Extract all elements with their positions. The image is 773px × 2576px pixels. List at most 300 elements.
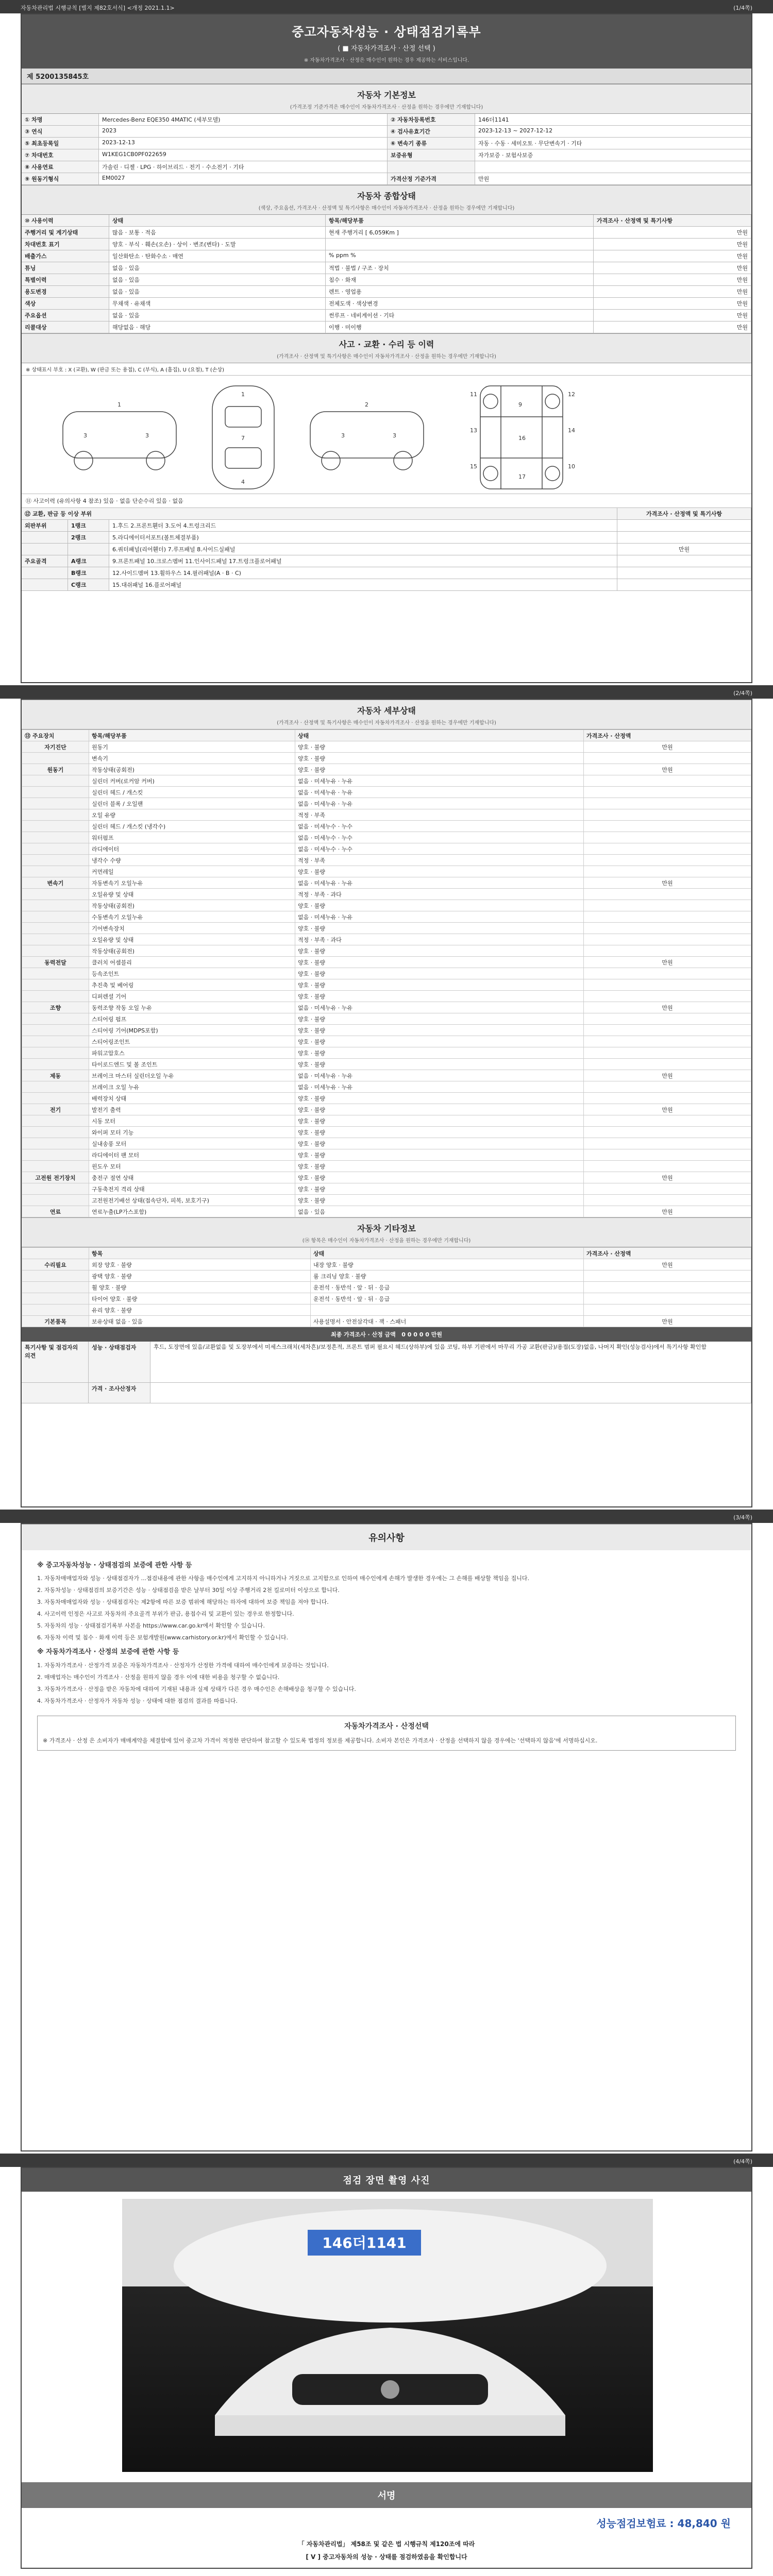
accident-legend: ※ 상태표시 부호 : X (교환), W (판금 또는 용접), C (부식), A (흠집), U (요철), T (손상)	[22, 363, 751, 376]
basic-info-table	[22, 114, 751, 185]
detail-group: 연료	[22, 1206, 89, 1217]
etc-item-2: 운전석 · 동반석 · 앞 · 뒤 · 응급	[311, 1293, 584, 1304]
notice-paragraph: 4. 사고이력 인정은 사고로 자동차의 주요골격 부위가 판금, 용접수리 및 교환이 있는 경우로 한정합니다.	[37, 1611, 294, 1618]
basic-value: EM0027	[99, 173, 388, 184]
license-plate-text: 146더1141	[322, 2234, 407, 2251]
rank-group: 외판부위	[22, 520, 68, 531]
detail-price	[584, 866, 751, 877]
car-diagram-area	[22, 376, 751, 494]
detail-group	[22, 911, 89, 923]
detail-item: 실린더 블록 / 오일팬	[89, 798, 295, 809]
detail-price	[584, 1047, 751, 1059]
signature-area	[22, 2482, 751, 2563]
detail-state: 없음 · 미세누유 · 누유	[295, 911, 584, 923]
detail-group: 제동	[22, 1070, 89, 1081]
summary-state: 해당없음 · 해당	[109, 321, 326, 333]
basic-key: ⑤ 최초등록일	[22, 138, 99, 149]
rank-parts: 1.후드 2.프론트휀더 3.도어 4.트렁크리드	[109, 520, 617, 531]
detail-state: 양호 · 불량	[295, 968, 584, 979]
etc-group: 기본품목	[22, 1316, 89, 1327]
detail-item: 타이로드엔드 및 볼 조인트	[89, 1059, 295, 1070]
detail-price	[584, 855, 751, 866]
detail-row	[22, 753, 751, 764]
detail-row	[22, 900, 751, 911]
notice-paragraph: 1. 자동차매매업자와 성능 · 상태점검자가 ...점검내용에 관한 사항을 매수인에게 고지하지 아니하거나 거짓으로 고지함으로 인하여 매수인에게 손해가 발생한 경우에는 그 손해를 배상할 책임을 집니다.	[37, 1575, 529, 1582]
detail-row	[22, 934, 751, 945]
final-price-label: 최종 가격조사 · 산정 금액	[331, 1331, 396, 1338]
detail-group	[22, 1138, 89, 1149]
rank-parts: 6.쿼터패널(리어휀더) 7.루프패널 8.사이드실패널	[109, 544, 617, 555]
detail-state: 없음 · 미세누수 · 누수	[295, 821, 584, 832]
basic-key: ⑦ 차대번호	[22, 149, 99, 161]
detail-price	[584, 945, 751, 957]
detail-group	[22, 809, 89, 821]
detail-row	[22, 764, 751, 775]
detail-price	[584, 1195, 751, 1206]
basic-key: ⑧ 사용연료	[22, 161, 99, 173]
detail-state: 적정 · 부족	[295, 809, 584, 821]
inspection-photo	[122, 2199, 653, 2472]
etc-group	[22, 1270, 89, 1282]
detail-row	[22, 877, 751, 889]
detail-row	[22, 1138, 751, 1149]
etc-row	[22, 1304, 751, 1316]
detail-group	[22, 753, 89, 764]
detail-row	[22, 798, 751, 809]
rank-price	[617, 567, 751, 579]
detail-item: 윈도우 모터	[89, 1161, 295, 1172]
detail-item: 시동 모터	[89, 1115, 295, 1127]
basic-key: ⑥ 변속기 종류	[388, 138, 475, 149]
rank-price	[617, 555, 751, 567]
detail-group	[22, 1127, 89, 1138]
car-side-left-icon	[63, 412, 176, 458]
detail-state: 양호 · 불량	[295, 1047, 584, 1059]
summary-item: 리콜대상	[22, 321, 109, 333]
svg-text:1: 1	[117, 401, 121, 408]
notice-paragraph: 2. 매매업자는 매수인이 가격조사 · 산정을 원하지 않을 경우 이에 대한 비용을 청구할 수 없습니다.	[37, 1673, 280, 1681]
detail-state: 없음 · 미세누유 · 누유	[295, 1070, 584, 1081]
basic-key: ③ 연식	[22, 126, 99, 137]
detail-group	[22, 775, 89, 787]
document-subtitle: ( ■ 자동차가격조사 · 산정 선택 )	[338, 45, 435, 53]
detail-state: 양호 · 불량	[295, 923, 584, 934]
etc-item: 외장 양호 · 불량	[89, 1259, 311, 1270]
summary-state: 없음 · 있음	[109, 310, 326, 321]
detail-state: 없음 · 미세누유 · 누유	[295, 798, 584, 809]
detail-row	[22, 889, 751, 900]
detail-price	[584, 753, 751, 764]
summary-state: 양호 · 부식 · 훼손(오손) · 상이 · 변조(변타) · 도말	[109, 239, 326, 250]
summary-row	[22, 250, 751, 262]
notice-body	[22, 1550, 751, 1756]
detail-group	[22, 1036, 89, 1047]
basic-info-row	[22, 161, 751, 173]
summary-price: 만원	[594, 298, 751, 309]
price-option-title: 자동차가격조사 · 산정선택	[344, 1722, 429, 1731]
inspection-sheet-page-2	[21, 699, 752, 1507]
svg-text:9: 9	[518, 401, 522, 408]
section-note-summary: (색상, 주요옵션, 가격조사 · 산정액 및 특기사항은 매수인이 자동차가격조사 · 산정을 원하는 경우에만 기재합니다)	[22, 204, 751, 215]
legal-footer-1: 「 자동차관리법」 제58조 및 같은 법 시행규칙 제120조에 따라	[298, 2540, 475, 2548]
detail-state: 양호 · 불량	[295, 753, 584, 764]
detail-row	[22, 1104, 751, 1115]
detail-state: 적정 · 부족	[295, 855, 584, 866]
svg-text:2: 2	[365, 401, 368, 408]
detail-item: 발전기 출력	[89, 1104, 295, 1115]
detail-item: 실린더 커버(로커암 커버)	[89, 775, 295, 787]
basic-value: 2023-12-13 ~ 2027-12-12	[475, 126, 751, 137]
detail-item: 오일유량 및 상태	[89, 889, 295, 900]
detail-item: 기어변속장치	[89, 923, 295, 934]
detail-group	[22, 798, 89, 809]
detail-price	[584, 1013, 751, 1025]
detail-row	[22, 979, 751, 991]
notice-paragraph: 4. 자동차가격조사 · 산정자가 자동차 성능 · 상태에 대한 점검의 결과를 따릅니다.	[37, 1697, 238, 1704]
detail-item: 스티어링 펌프	[89, 1013, 295, 1025]
detail-row	[22, 1070, 751, 1081]
car-side-right-icon	[310, 412, 424, 458]
rank-row	[22, 532, 751, 544]
detail-group	[22, 1149, 89, 1161]
summary-price: 만원	[594, 250, 751, 262]
basic-value: W1KEG1CB0PF022659	[99, 149, 388, 161]
page-number-2: (2/4쪽)	[733, 690, 752, 697]
form-legal-basis: 자동차관리법 시행규칙 [별지 제82호서식] <개정 2021.1.1>	[21, 5, 175, 11]
summary-item: 주요옵션	[22, 310, 109, 321]
accident-history: ⑪ 사고이력 (유의사항 4 참조) 있음 · 없음 단순수리 있음 · 없음	[22, 494, 751, 508]
detail-row	[22, 821, 751, 832]
detail-group	[22, 1115, 89, 1127]
detail-group: 전기	[22, 1104, 89, 1115]
detail-state: 없음 · 미세누유 · 누유	[295, 1002, 584, 1013]
summary-state: 많음 · 보통 · 적음	[109, 227, 326, 238]
summary-state: 없음 · 있음	[109, 274, 326, 285]
detail-group: 고전원 전기장치	[22, 1172, 89, 1183]
photo-title: 점검 장면 촬영 사진	[343, 2175, 430, 2186]
detail-state: 없음 · 미세누수 · 누수	[295, 843, 584, 855]
summary-item: 용도변경	[22, 286, 109, 297]
detail-price	[584, 1127, 751, 1138]
detail-state: 없음 · 미세누수 · 누수	[295, 832, 584, 843]
svg-text:3: 3	[83, 432, 87, 439]
detail-item: 라디에이터	[89, 843, 295, 855]
basic-info-row	[22, 114, 751, 126]
summary-price: 만원	[594, 227, 751, 238]
etc-price	[584, 1304, 751, 1316]
svg-text:15: 15	[470, 463, 477, 470]
detail-group	[22, 1195, 89, 1206]
detail-row	[22, 1025, 751, 1036]
summary-table-head: ⑩ 사용이력 상태 항목/해당부품 가격조사 · 산정액 및 특기사항	[22, 215, 751, 227]
basic-value: 2023-12-13	[99, 138, 388, 149]
svg-text:4: 4	[241, 479, 245, 485]
detail-state: 양호 · 불량	[295, 1127, 584, 1138]
detail-price	[584, 991, 751, 1002]
svg-text:14: 14	[568, 427, 575, 434]
final-price-bar	[22, 1327, 751, 1342]
rank-price	[617, 532, 751, 543]
notice-paragraph: 5. 자동차의 성능 · 상태점검기록부 사본을 https://www.car.go.kr에서 확인할 수 있습니다.	[37, 1622, 265, 1630]
detail-group	[22, 1013, 89, 1025]
detail-row	[22, 1093, 751, 1104]
detail-item: 브레이크 오일 누유	[89, 1081, 295, 1093]
detail-state: 양호 · 불량	[295, 1161, 584, 1172]
svg-text:12: 12	[568, 391, 575, 398]
summary-row	[22, 310, 751, 321]
detail-group	[22, 866, 89, 877]
detail-row	[22, 1195, 751, 1206]
special-notes-text: 후드, 도장면에 있음/교환없음 및 도장부에서 미세스크래치(세차흔)/보정흔적, 프론트 범퍼 필요시 헤드(상하부)에 있음 코팅, 하부 기판에서 마무리 가공 교환(판금)/용접(도장)없음, 나머지 확인(성능검사)에서 특기사항 확인함	[150, 1342, 751, 1382]
detail-price	[584, 934, 751, 945]
detail-item: 오일 유량	[89, 809, 295, 821]
notice-title: 유의사항	[22, 1524, 751, 1550]
summary-price: 만원	[594, 262, 751, 274]
etc-group	[22, 1282, 89, 1293]
detail-price: 만원	[584, 957, 751, 968]
summary-price: 만원	[594, 286, 751, 297]
rank-level	[68, 544, 109, 555]
insurance-fee	[22, 2508, 751, 2537]
basic-key: ② 자동차등록번호	[388, 114, 475, 125]
detail-price	[584, 1059, 751, 1070]
detail-state: 양호 · 불량	[295, 1013, 584, 1025]
detail-row	[22, 923, 751, 934]
detail-price: 만원	[584, 1172, 751, 1183]
detail-price	[584, 1149, 751, 1161]
detail-group: 원동기	[22, 764, 89, 775]
rank-parts: 12.사이드멤버 13.휠하우스 14.필러패널(A · B · C)	[109, 567, 617, 579]
detail-price	[584, 979, 751, 991]
detail-group	[22, 889, 89, 900]
detail-item: 와이퍼 모터 기능	[89, 1127, 295, 1138]
detail-row	[22, 741, 751, 753]
detail-state: 양호 · 불량	[295, 764, 584, 775]
photo-header	[22, 2168, 751, 2192]
detail-item: 연료누출(LP가스포함)	[89, 1206, 295, 1217]
detail-state: 양호 · 불량	[295, 957, 584, 968]
detail-state: 적정 · 부족 · 과다	[295, 934, 584, 945]
notice-paragraph: 3. 자동차매매업자와 성능 · 상태점검자는 제2항에 따른 보증 범위에 해당하는 하자에 대하여 보증 책임을 져야 합니다.	[37, 1599, 329, 1606]
special-notes: 특기사항 및 점검자의 의견 성능 · 상태점검자 후드, 도장면에 있음/교환없음 및 도장부에서 미세스크래치(세차흔)/보정흔적, 프론트 범퍼 필요시 헤드(상하부)에 있음 코팅, 하부 기판에서 마무리 가공 교환(판금)/용접(도장)없음, 나머지 확인(성능검사)에서 특기사항 확인함	[22, 1342, 751, 1383]
notice-heading-1: ※ 중고자동차성능 · 상태점검의 보증에 관한 사항 등	[37, 1562, 192, 1569]
section-note-detail: (가격조사 · 산정액 및 특기사항은 매수인이 자동차가격조사 · 산정을 원하는 경우에만 기재합니다)	[22, 718, 751, 730]
insurance-fee-label: 성능점검보험료 :	[596, 2517, 674, 2530]
summary-state: 없음 · 있음	[109, 262, 326, 274]
rank-level: A랭크	[68, 555, 109, 567]
basic-value: 자가보증 · 보험사보증	[475, 149, 751, 161]
detail-state: 양호 · 불량	[295, 741, 584, 753]
detail-state: 양호 · 불량	[295, 1093, 584, 1104]
sheet-header	[22, 14, 751, 69]
detail-item: 구동축전지 격리 상태	[89, 1183, 295, 1195]
detail-row	[22, 991, 751, 1002]
detail-state: 적정 · 부족 · 과다	[295, 889, 584, 900]
detail-row	[22, 945, 751, 957]
summary-row	[22, 286, 751, 298]
detail-item: 스티어링 기어(MDPS포함)	[89, 1025, 295, 1036]
detail-state: 양호 · 불량	[295, 1115, 584, 1127]
detail-price	[584, 968, 751, 979]
detail-row	[22, 1047, 751, 1059]
etc-item: 휠 양호 · 불량	[89, 1282, 311, 1293]
etc-price	[584, 1282, 751, 1293]
detail-item: 추진축 및 베어링	[89, 979, 295, 991]
price-option-text: ※ 가격조사 · 산정 은 소비자가 매매계약을 체결함에 있어 중고차 가격이 적정한 판단하여 참고할 수 있도록 법정의 정보를 제공합니다. 소비자 본인은 가격조사 · 산정을 선택하지 않을 경우에는 '선택하지 않음'에 서명하십시오.	[43, 1737, 598, 1744]
summary-detail: 전체도색 · 색상변경	[326, 298, 594, 309]
basic-value	[475, 161, 751, 173]
detail-state: 양호 · 불량	[295, 1138, 584, 1149]
page-number-4: (4/4쪽)	[733, 2158, 752, 2165]
detail-price	[584, 1093, 751, 1104]
basic-info-row	[22, 126, 751, 138]
detail-price: 만원	[584, 1002, 751, 1013]
detail-item: 작동상태(공회전)	[89, 945, 295, 957]
rank-table-head: ⑫ 교환, 판금 등 이상 부위 가격조사 · 산정액 및 특기사항	[22, 508, 751, 520]
rank-level: B랭크	[68, 567, 109, 579]
summary-state: 무채색 · 유채색	[109, 298, 326, 309]
summary-price: 만원	[594, 310, 751, 321]
etc-item: 유리 양호 · 불량	[89, 1304, 311, 1316]
detail-price	[584, 1036, 751, 1047]
rank-row	[22, 520, 751, 532]
basic-key: 보증유형	[388, 149, 475, 161]
detail-group: 동력전달	[22, 957, 89, 968]
rank-table	[22, 520, 751, 591]
section-note-etc: (⑭ 항목은 매수인이 자동차가격조사 · 산정을 원하는 경우에만 기재합니다)	[22, 1236, 751, 1247]
etc-row	[22, 1282, 751, 1293]
notice-paragraph: 1. 자동차가격조사 · 산정가격 보증은 자동차가격조사 · 산정자가 산정한 가격에 대하여 매수인에게 보증하는 것입니다.	[37, 1662, 329, 1669]
section-title-accident: 사고 · 교환 · 수리 등 이력	[22, 333, 751, 352]
detail-row	[22, 1183, 751, 1195]
detail-row	[22, 911, 751, 923]
price-assessor-row: 가격 · 조사산정자	[22, 1383, 751, 1403]
summary-table	[22, 227, 751, 333]
detail-price	[584, 1161, 751, 1172]
detail-group: 자기진단	[22, 741, 89, 753]
summary-item: 특별이력	[22, 274, 109, 285]
basic-value: 가솔린 · 디젤 · LPG · 하이브리드 · 전기 · 수소전기 · 기타	[99, 161, 388, 173]
price-option-box	[37, 1716, 736, 1751]
detail-row	[22, 1161, 751, 1172]
detail-price: 만원	[584, 1104, 751, 1115]
etc-group: 수리필요	[22, 1259, 89, 1270]
summary-row	[22, 321, 751, 333]
svg-text:16: 16	[518, 435, 526, 442]
detail-item: 냉각수 수량	[89, 855, 295, 866]
rank-group	[22, 544, 68, 555]
basic-value: 자동 · 수동 · 세미오토 · 무단변속기 · 기타	[475, 138, 751, 149]
document-title: 중고자동차성능 · 상태점검기록부	[292, 25, 481, 39]
detail-row	[22, 1081, 751, 1093]
detail-group	[22, 968, 89, 979]
rank-group	[22, 567, 68, 579]
basic-info-row	[22, 138, 751, 149]
etc-row	[22, 1270, 751, 1282]
rank-parts: 9.프론트패널 10.크로스멤버 11.인사이드패널 17.트렁크플로어패널	[109, 555, 617, 567]
basic-key: ① 차명	[22, 114, 99, 125]
basic-value: 만원	[475, 173, 751, 184]
detail-group	[22, 1025, 89, 1036]
detail-price	[584, 809, 751, 821]
detail-row	[22, 1002, 751, 1013]
svg-text:3: 3	[145, 432, 149, 439]
summary-price: 만원	[594, 274, 751, 285]
detail-group	[22, 1059, 89, 1070]
detail-row	[22, 968, 751, 979]
detail-group	[22, 832, 89, 843]
detail-item: 등속조인트	[89, 968, 295, 979]
rank-parts: 5.라디에이터서포트(볼트체결부품)	[109, 532, 617, 543]
detail-state: 양호 · 불량	[295, 866, 584, 877]
detail-price	[584, 1115, 751, 1127]
detail-state: 양호 · 불량	[295, 945, 584, 957]
summary-price: 만원	[594, 239, 751, 250]
basic-key: 가격산정 기준가격	[388, 173, 475, 184]
detail-price: 만원	[584, 764, 751, 775]
rank-group	[22, 579, 68, 590]
page-header-strip-4	[0, 2154, 773, 2167]
summary-detail: 렌트 · 영업용	[326, 286, 594, 297]
detail-row	[22, 1059, 751, 1070]
detail-row	[22, 1127, 751, 1138]
rank-row	[22, 567, 751, 579]
detail-state: 양호 · 불량	[295, 1104, 584, 1115]
detail-state: 양호 · 불량	[295, 1172, 584, 1183]
detail-item: 디퍼렌셜 기어	[89, 991, 295, 1002]
detail-state: 양호 · 불량	[295, 1149, 584, 1161]
svg-text:10: 10	[568, 463, 575, 470]
detail-item: 자동변속기 오일누유	[89, 877, 295, 889]
rank-level: 2랭크	[68, 532, 109, 543]
summary-price: 만원	[594, 321, 751, 333]
section-title-etc: 자동차 기타정보	[22, 1217, 751, 1236]
detail-item: 수동변속기 오일누유	[89, 911, 295, 923]
document-number: 제 5200135845호	[22, 69, 751, 84]
page-number: (1/4쪽)	[733, 5, 752, 11]
svg-text:17: 17	[518, 473, 526, 480]
detail-price	[584, 1138, 751, 1149]
etc-item: 광택 양호 · 불량	[89, 1270, 311, 1282]
section-title-basic: 자동차 기본정보	[22, 84, 751, 103]
summary-detail: 현재 주행거리 [ 6,059Km ]	[326, 227, 594, 238]
document-note: ※ 자동차가격조사 · 산정은 매수인이 원하는 경우 제공하는 서비스입니다.	[304, 58, 469, 63]
page-header-strip	[0, 0, 773, 13]
etc-table: 항목 상태 가격조사 · 산정액 수리필요 외장 양호 · 불량 내장 양호 · 불량 만원 광택 양호 · 불량 룸 크리닝 양호 · 불량 휠 양호 · 불량 운전석 · 동반석 · 앞 · 뒤 · 응급 타이어 양호 · 불량 운전석 · 동반석 · 앞 · 뒤 · 응급 유리 양호 · 불량 기본품목 보유상태 없음 · 있음 사용설명서 · 안전삼각대 · 잭 · 스패너 만원	[22, 1247, 751, 1327]
rank-level: 1랭크	[68, 520, 109, 531]
summary-detail: 적법 · 불법 / 구조 · 장치	[326, 262, 594, 274]
detail-price	[584, 923, 751, 934]
signature-title: 서명	[22, 2482, 751, 2508]
etc-item-2	[311, 1304, 584, 1316]
rank-price	[617, 520, 751, 531]
detail-group	[22, 1081, 89, 1093]
detail-state: 없음 · 미세누유 · 누유	[295, 775, 584, 787]
basic-key: ⑨ 원동기형식	[22, 173, 99, 184]
detail-item: 배력장치 상태	[89, 1093, 295, 1104]
detail-item: 파워고압호스	[89, 1047, 295, 1059]
detail-row	[22, 957, 751, 968]
detail-state: 양호 · 불량	[295, 1036, 584, 1047]
detail-item: 고전원전기배선 상태(접속단자, 피복, 보호기구)	[89, 1195, 295, 1206]
basic-value: 2023	[99, 126, 388, 137]
rank-price	[617, 579, 751, 590]
detail-row	[22, 843, 751, 855]
etc-item-2: 운전석 · 동반석 · 앞 · 뒤 · 응급	[311, 1282, 584, 1293]
detail-row	[22, 855, 751, 866]
detail-price	[584, 1025, 751, 1036]
etc-price	[584, 1293, 751, 1304]
